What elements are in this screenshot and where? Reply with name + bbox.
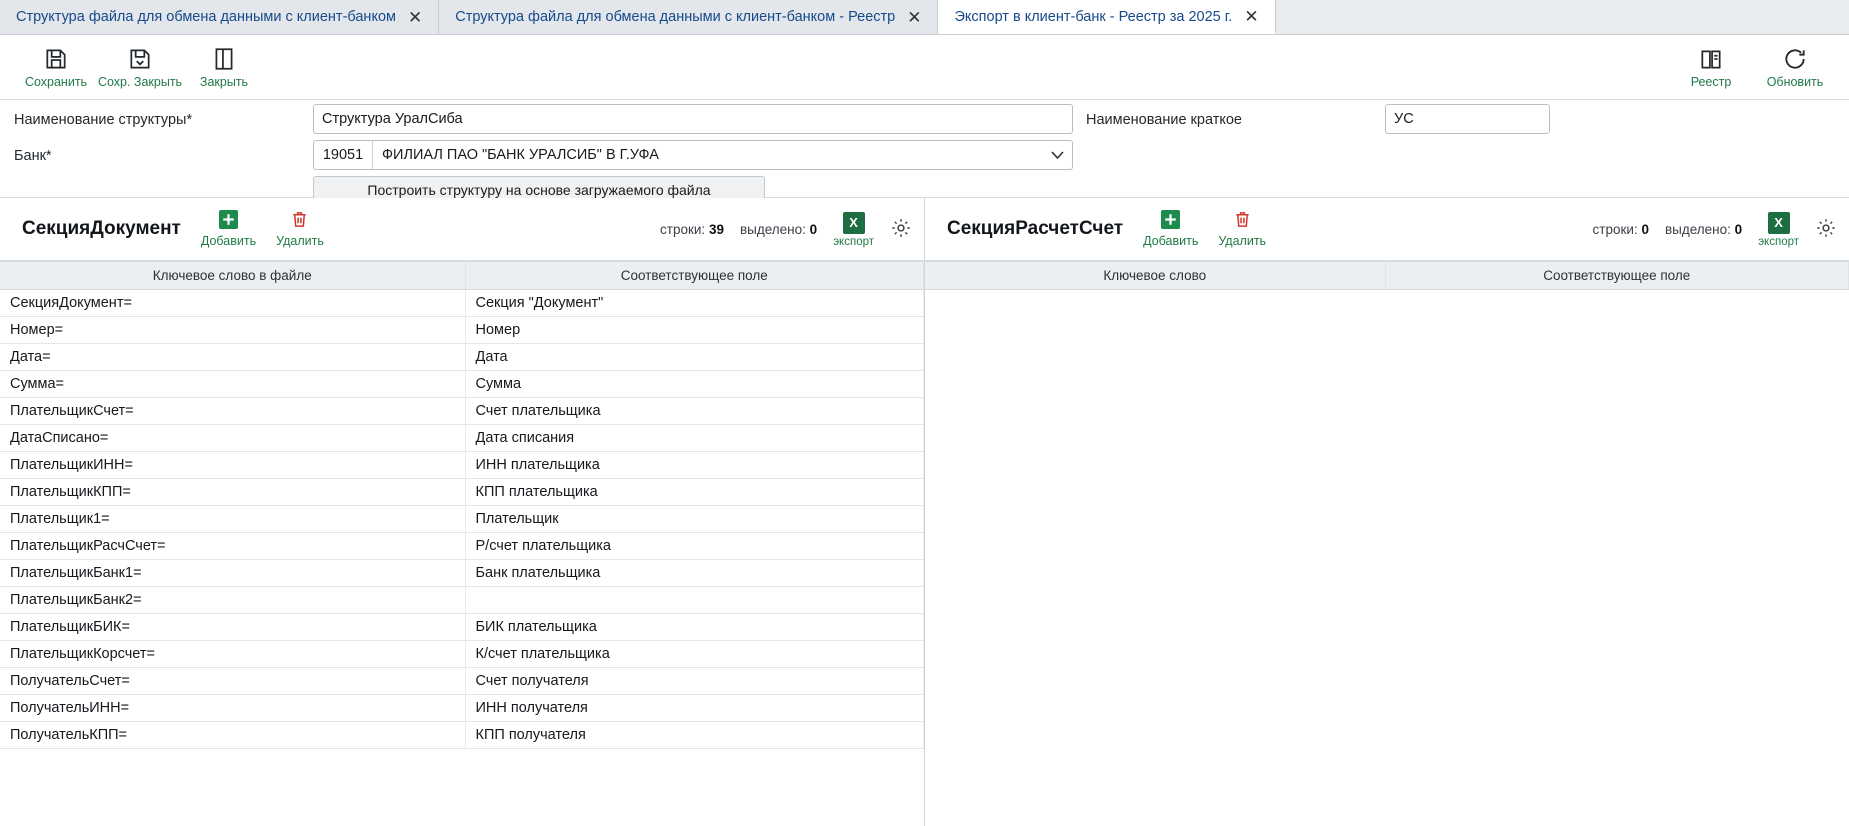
registry-button-label: Реестр bbox=[1690, 75, 1732, 89]
section-settlement-account-table bbox=[925, 261, 1849, 290]
short-name-label: Наименование краткое bbox=[1086, 112, 1242, 128]
cell-keyword: СекцияДокумент= bbox=[0, 290, 465, 317]
section-settlement-account-title: СекцияРасчетСчет bbox=[947, 218, 1124, 239]
settings-gear-button-left[interactable] bbox=[890, 217, 912, 243]
table-row[interactable] bbox=[0, 317, 924, 344]
add-row-label: Добавить bbox=[200, 234, 257, 248]
cell-field: ИНН плательщика bbox=[465, 452, 924, 479]
table-row[interactable] bbox=[0, 479, 924, 506]
close-button-label: Закрыть bbox=[199, 74, 249, 89]
cell-field: Дата списания bbox=[465, 425, 924, 452]
cell-keyword: ПлательщикИНН= bbox=[0, 452, 465, 479]
toolbar-right-group bbox=[1669, 35, 1837, 100]
tab-structure-file-registry[interactable] bbox=[439, 0, 938, 34]
panels-container bbox=[0, 198, 1849, 826]
cell-field: Дата bbox=[465, 344, 924, 371]
cell-field: Счет плательщика bbox=[465, 398, 924, 425]
bank-code: 19051 bbox=[314, 141, 373, 169]
table-row[interactable] bbox=[0, 641, 924, 668]
toolbar bbox=[0, 35, 1849, 100]
table-row[interactable] bbox=[0, 722, 924, 749]
selected-label: выделено: bbox=[739, 222, 806, 237]
column-header-keyword[interactable]: Ключевое слово в файле bbox=[0, 262, 465, 290]
section-document-header-right bbox=[660, 198, 912, 261]
bank-combobox[interactable] bbox=[313, 140, 1073, 170]
refresh-button[interactable] bbox=[1753, 38, 1837, 98]
close-icon[interactable]: ✕ bbox=[907, 7, 922, 27]
table-row[interactable] bbox=[0, 398, 924, 425]
cell-field: Р/счет плательщика bbox=[465, 533, 924, 560]
selected-label: выделено: bbox=[1664, 222, 1731, 237]
cell-keyword: ПлательщикКПП= bbox=[0, 479, 465, 506]
section-document-panel bbox=[0, 198, 925, 826]
selected-value: 0 bbox=[1734, 222, 1743, 237]
rows-value: 39 bbox=[708, 222, 724, 237]
cell-field: Счет получателя bbox=[465, 668, 924, 695]
plus-icon bbox=[1161, 210, 1180, 233]
section-settlement-account-panel bbox=[925, 198, 1849, 826]
section-document-title: СекцияДокумент bbox=[22, 218, 181, 239]
rows-label: строки: bbox=[1592, 222, 1638, 237]
save-and-close-button[interactable] bbox=[98, 37, 182, 97]
delete-row-button-left[interactable] bbox=[276, 210, 324, 248]
section-settlement-account-header bbox=[925, 198, 1849, 261]
cell-keyword: ПолучательИНН= bbox=[0, 695, 465, 722]
cell-keyword: Номер= bbox=[0, 317, 465, 344]
export-excel-button-left[interactable] bbox=[833, 212, 874, 248]
cell-keyword: ДатаСписано= bbox=[0, 425, 465, 452]
bank-label: Банк* bbox=[14, 148, 52, 164]
cell-keyword: ПлательщикБИК= bbox=[0, 614, 465, 641]
tab-export-client-bank[interactable] bbox=[938, 0, 1275, 34]
rows-label: строки: bbox=[660, 222, 706, 237]
selected-counter-right bbox=[1665, 222, 1742, 237]
close-button[interactable] bbox=[182, 37, 266, 97]
tab-structure-file[interactable] bbox=[0, 0, 439, 34]
export-excel-button-right[interactable] bbox=[1758, 212, 1799, 248]
bank-value: ФИЛИАЛ ПАО "БАНК УРАЛСИБ" В Г.УФА bbox=[382, 147, 659, 163]
cell-field: Банк плательщика bbox=[465, 560, 924, 587]
add-row-label: Добавить bbox=[1143, 234, 1199, 248]
table-row[interactable] bbox=[0, 452, 924, 479]
settings-gear-button-right[interactable] bbox=[1815, 217, 1837, 243]
trash-icon bbox=[290, 210, 309, 233]
table-row[interactable] bbox=[0, 533, 924, 560]
table-row[interactable] bbox=[0, 344, 924, 371]
rows-value: 0 bbox=[1641, 222, 1649, 237]
column-header-field[interactable]: Соответствующее поле bbox=[465, 262, 924, 290]
cell-keyword: ПлательщикБанк2= bbox=[0, 587, 465, 614]
table-row[interactable] bbox=[0, 290, 924, 317]
tab-bar bbox=[0, 0, 1849, 35]
excel-icon: X bbox=[1768, 212, 1790, 234]
registry-button[interactable] bbox=[1669, 38, 1753, 98]
table-row[interactable] bbox=[0, 560, 924, 587]
delete-row-label: Удалить bbox=[1218, 234, 1267, 248]
table-header-row bbox=[0, 262, 924, 290]
cell-field: Номер bbox=[465, 317, 924, 344]
section-document-table bbox=[0, 261, 924, 749]
cell-keyword: Дата= bbox=[0, 344, 465, 371]
cell-keyword: ПлательщикКорсчет= bbox=[0, 641, 465, 668]
delete-row-label: Удалить bbox=[276, 234, 324, 248]
structure-name-input[interactable] bbox=[313, 104, 1073, 134]
excel-icon: X bbox=[843, 212, 865, 234]
section-document-table-body bbox=[0, 290, 924, 749]
export-label: экспорт bbox=[1758, 235, 1799, 248]
tab-label: Экспорт в клиент-банк - Реестр за 2025 г. bbox=[954, 8, 1233, 25]
selected-value: 0 bbox=[809, 222, 818, 237]
registry-icon bbox=[1698, 46, 1724, 72]
add-row-button-right[interactable] bbox=[1143, 210, 1198, 248]
form-area bbox=[0, 100, 1849, 198]
table-row[interactable] bbox=[0, 371, 924, 398]
close-window-icon bbox=[211, 46, 237, 72]
cell-field: Плательщик bbox=[465, 506, 924, 533]
save-icon bbox=[43, 46, 69, 72]
plus-icon bbox=[219, 210, 238, 233]
cell-field: БИК плательщика bbox=[465, 614, 924, 641]
table-row[interactable] bbox=[0, 695, 924, 722]
cell-keyword: ПлательщикСчет= bbox=[0, 398, 465, 425]
save-button[interactable] bbox=[14, 37, 98, 97]
cell-field: Сумма bbox=[465, 371, 924, 398]
build-structure-button[interactable]: Построить структуру на основе загружаемого файла bbox=[313, 176, 765, 204]
cell-keyword: Сумма= bbox=[0, 371, 465, 398]
cell-keyword: Плательщик1= bbox=[0, 506, 465, 533]
short-name-input[interactable] bbox=[1385, 104, 1550, 134]
tab-label: Структура файла для обмена данными с клиент-банком bbox=[16, 9, 396, 25]
table-row[interactable] bbox=[0, 506, 924, 533]
section-document-table-wrap[interactable] bbox=[0, 261, 924, 826]
table-header-row bbox=[925, 262, 1849, 290]
cell-keyword: ПлательщикБанк1= bbox=[0, 560, 465, 587]
selected-counter-left bbox=[740, 222, 817, 237]
close-icon[interactable]: ✕ bbox=[407, 7, 423, 27]
refresh-icon bbox=[1782, 46, 1808, 72]
cell-field bbox=[465, 587, 924, 614]
tab-label: Структура файла для обмена данными с клиент-банком - Реестр bbox=[455, 9, 896, 25]
structure-name-label: Наименование структуры* bbox=[14, 112, 193, 128]
column-header-keyword[interactable]: Ключевое слово bbox=[925, 262, 1385, 290]
cell-keyword: ПолучательКПП= bbox=[0, 722, 465, 749]
refresh-button-label: Обновить bbox=[1766, 75, 1824, 89]
table-row[interactable] bbox=[0, 425, 924, 452]
cell-keyword: ПолучательСчет= bbox=[0, 668, 465, 695]
save-and-close-button-label: Сохр. Закрыть bbox=[97, 74, 183, 89]
add-row-button-left[interactable] bbox=[201, 210, 256, 248]
close-icon[interactable]: ✕ bbox=[1244, 7, 1259, 26]
delete-row-button-right[interactable] bbox=[1218, 210, 1266, 248]
column-header-field[interactable]: Соответствующее поле bbox=[1385, 262, 1849, 290]
export-label: экспорт bbox=[833, 235, 874, 248]
cell-keyword: ПлательщикРасчСчет= bbox=[0, 533, 465, 560]
cell-field: К/счет плательщика bbox=[465, 641, 924, 668]
section-settlement-account-header-right bbox=[1593, 198, 1837, 261]
cell-field: ИНН получателя bbox=[465, 695, 924, 722]
table-row[interactable] bbox=[0, 587, 924, 614]
cell-field: Секция "Документ" bbox=[465, 290, 924, 317]
section-settlement-account-table-wrap[interactable] bbox=[925, 261, 1849, 826]
rows-counter-left bbox=[660, 222, 724, 237]
table-row[interactable] bbox=[0, 614, 924, 641]
section-document-header bbox=[0, 198, 924, 261]
save-close-icon bbox=[127, 46, 153, 72]
cell-field: КПП плательщика bbox=[465, 479, 924, 506]
table-row[interactable] bbox=[0, 668, 924, 695]
rows-counter-right bbox=[1593, 222, 1649, 237]
trash-icon bbox=[1233, 210, 1252, 233]
save-button-label: Сохранить bbox=[24, 74, 88, 89]
chevron-down-icon[interactable] bbox=[1042, 141, 1072, 169]
cell-field: КПП получателя bbox=[465, 722, 924, 749]
